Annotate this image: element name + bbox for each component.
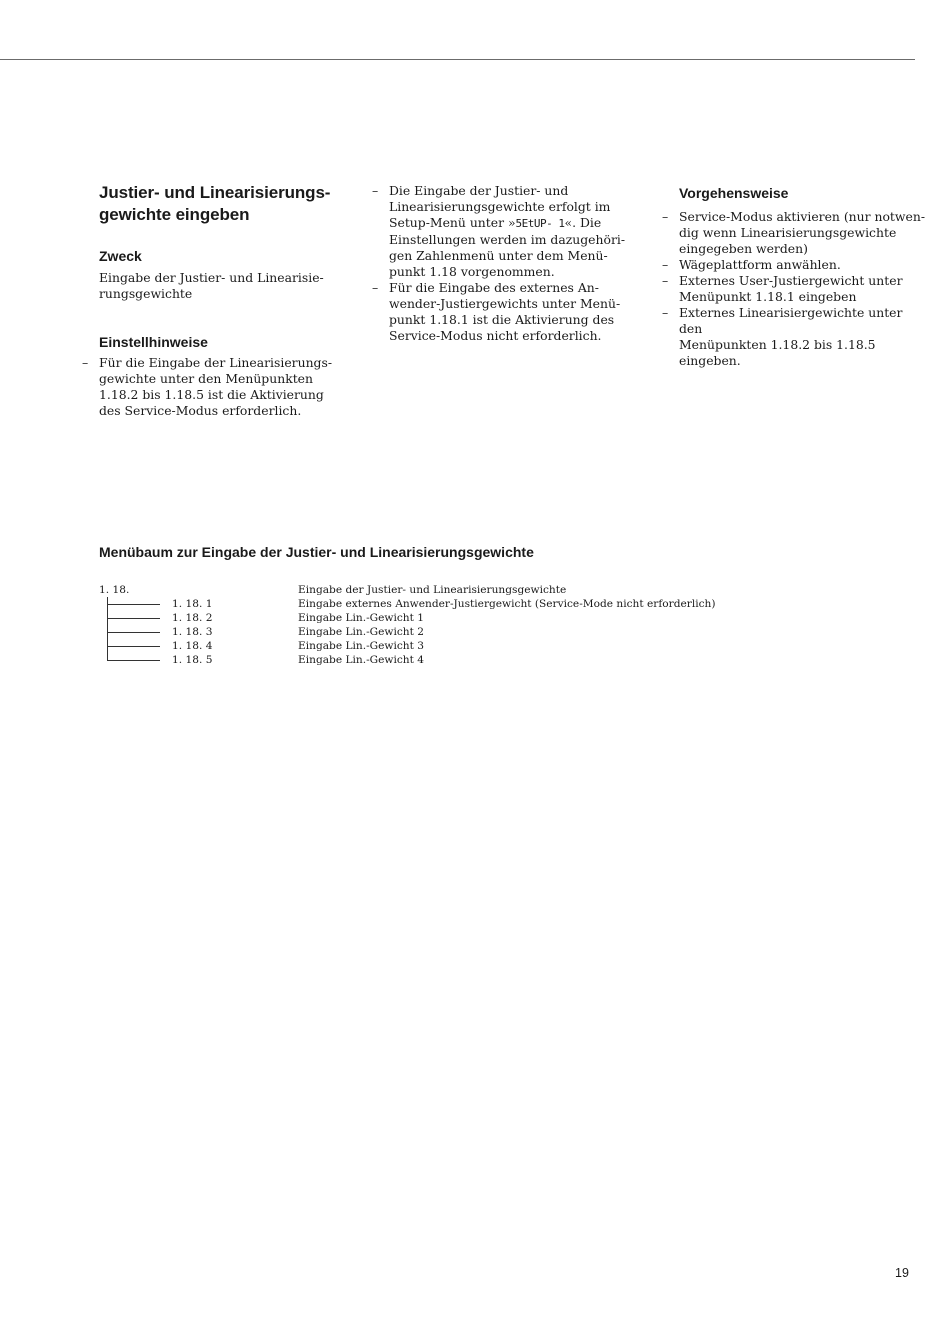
list-item: [662, 305, 929, 369]
list-item: [662, 273, 929, 305]
list-dash: –: [372, 183, 379, 198]
tree-number: 1. 18. 2: [172, 612, 213, 624]
section-title-line2: gewichte eingeben: [99, 205, 250, 224]
tree-number: 1. 18. 1: [172, 598, 213, 610]
list-line: eingegeben werden): [679, 241, 808, 256]
list-item: [372, 280, 639, 344]
list-line: Externes User-Justiergewicht unter: [679, 273, 903, 288]
list-line: Wägeplattform anwählen.: [679, 257, 841, 272]
tree-row: [99, 597, 799, 611]
zweck-line: Eingabe der Justier- und Linearisie-: [99, 270, 324, 285]
header-rule: [0, 59, 915, 60]
column-right: [662, 182, 929, 369]
list-line: Service-Modus nicht erforderlich.: [389, 328, 602, 343]
tree-description: Eingabe Lin.-Gewicht 2: [298, 626, 424, 638]
list-item: [372, 183, 639, 280]
list-line: gewichte unter den Menüpunkten: [99, 371, 313, 386]
list-line: wender-Justiergewichts unter Menü-: [389, 296, 621, 311]
zweck-heading: Zweck: [99, 248, 142, 264]
tree-number: 1. 18. 5: [172, 654, 213, 666]
list-line: punkt 1.18.1 ist die Aktivierung des: [389, 312, 615, 327]
list-line: Die Eingabe der Justier- und: [389, 183, 569, 198]
list-line: gen Zahlenmenü unter dem Menü-: [389, 248, 608, 263]
vorgehensweise-heading: Vorgehensweise: [679, 185, 789, 201]
tree-description: Eingabe externes Anwender-Justiergewicht (Service-Mode nicht erforderlich): [298, 598, 716, 610]
einstellhinweise-heading: Einstellhinweise: [99, 334, 208, 350]
list-line: dig wenn Linearisierungsgewichte: [679, 225, 897, 240]
column-left: [82, 182, 349, 419]
page-number: 19: [895, 1266, 909, 1280]
tree-row: [99, 653, 799, 667]
tree-number: 1. 18. 3: [172, 626, 213, 638]
list-line: Menüpunkt 1.18.1 eingeben: [679, 289, 857, 304]
tree-row: [99, 611, 799, 625]
tree-row: [99, 639, 799, 653]
menu-tree: [99, 583, 799, 673]
display-code: 5EtUP- 1: [515, 217, 565, 230]
list-line: Service-Modus aktivieren (nur notwen-: [679, 209, 926, 224]
list-dash: –: [662, 305, 669, 320]
list-item: [662, 257, 929, 273]
list-dash: –: [662, 257, 669, 272]
list-line: Externes Linearisiergewichte unter den: [679, 305, 903, 336]
tree-description: Eingabe Lin.-Gewicht 1: [298, 612, 424, 624]
tree-description: Eingabe Lin.-Gewicht 3: [298, 640, 424, 652]
list-line: eingeben.: [679, 353, 741, 368]
list-item: [82, 355, 349, 419]
list-dash: –: [662, 209, 669, 224]
menu-tree-title: Menübaum zur Eingabe der Justier- und Linearisierungsgewichte: [99, 544, 534, 560]
list-dash: –: [662, 273, 669, 288]
tree-description: Eingabe Lin.-Gewicht 4: [298, 654, 424, 666]
list-line: des Service-Modus erforderlich.: [99, 403, 302, 418]
list-line-text: Setup-Menü unter »: [389, 215, 516, 230]
list-dash: –: [82, 355, 89, 370]
tree-description: Eingabe der Justier- und Linearisierungsgewichte: [298, 584, 567, 596]
list-line: Linearisierungsgewichte erfolgt im: [389, 199, 611, 214]
list-line: Menüpunkten 1.18.2 bis 1.18.5: [679, 337, 876, 352]
tree-row: [99, 625, 799, 639]
zweck-line: rungsgewichte: [99, 286, 193, 301]
zweck-text: [99, 270, 349, 302]
column-middle: [372, 183, 639, 344]
tree-number: 1. 18.: [99, 584, 130, 596]
list-line: punkt 1.18 vorgenommen.: [389, 264, 555, 279]
list-line: [389, 215, 601, 230]
list-item: [662, 209, 929, 257]
section-title: [99, 182, 349, 226]
list-line: 1.18.2 bis 1.18.5 ist die Aktivierung: [99, 387, 324, 402]
tree-number: 1. 18. 4: [172, 640, 213, 652]
list-line: Einstellungen werden im dazugehöri-: [389, 232, 626, 247]
list-line: Für die Eingabe des externes An-: [389, 280, 599, 295]
list-dash: –: [372, 280, 379, 295]
list-line-text: «. Die: [564, 215, 602, 230]
list-line: Für die Eingabe der Linearisierungs-: [99, 355, 333, 370]
section-title-line1: Justier- und Linearisierungs-: [99, 183, 331, 202]
